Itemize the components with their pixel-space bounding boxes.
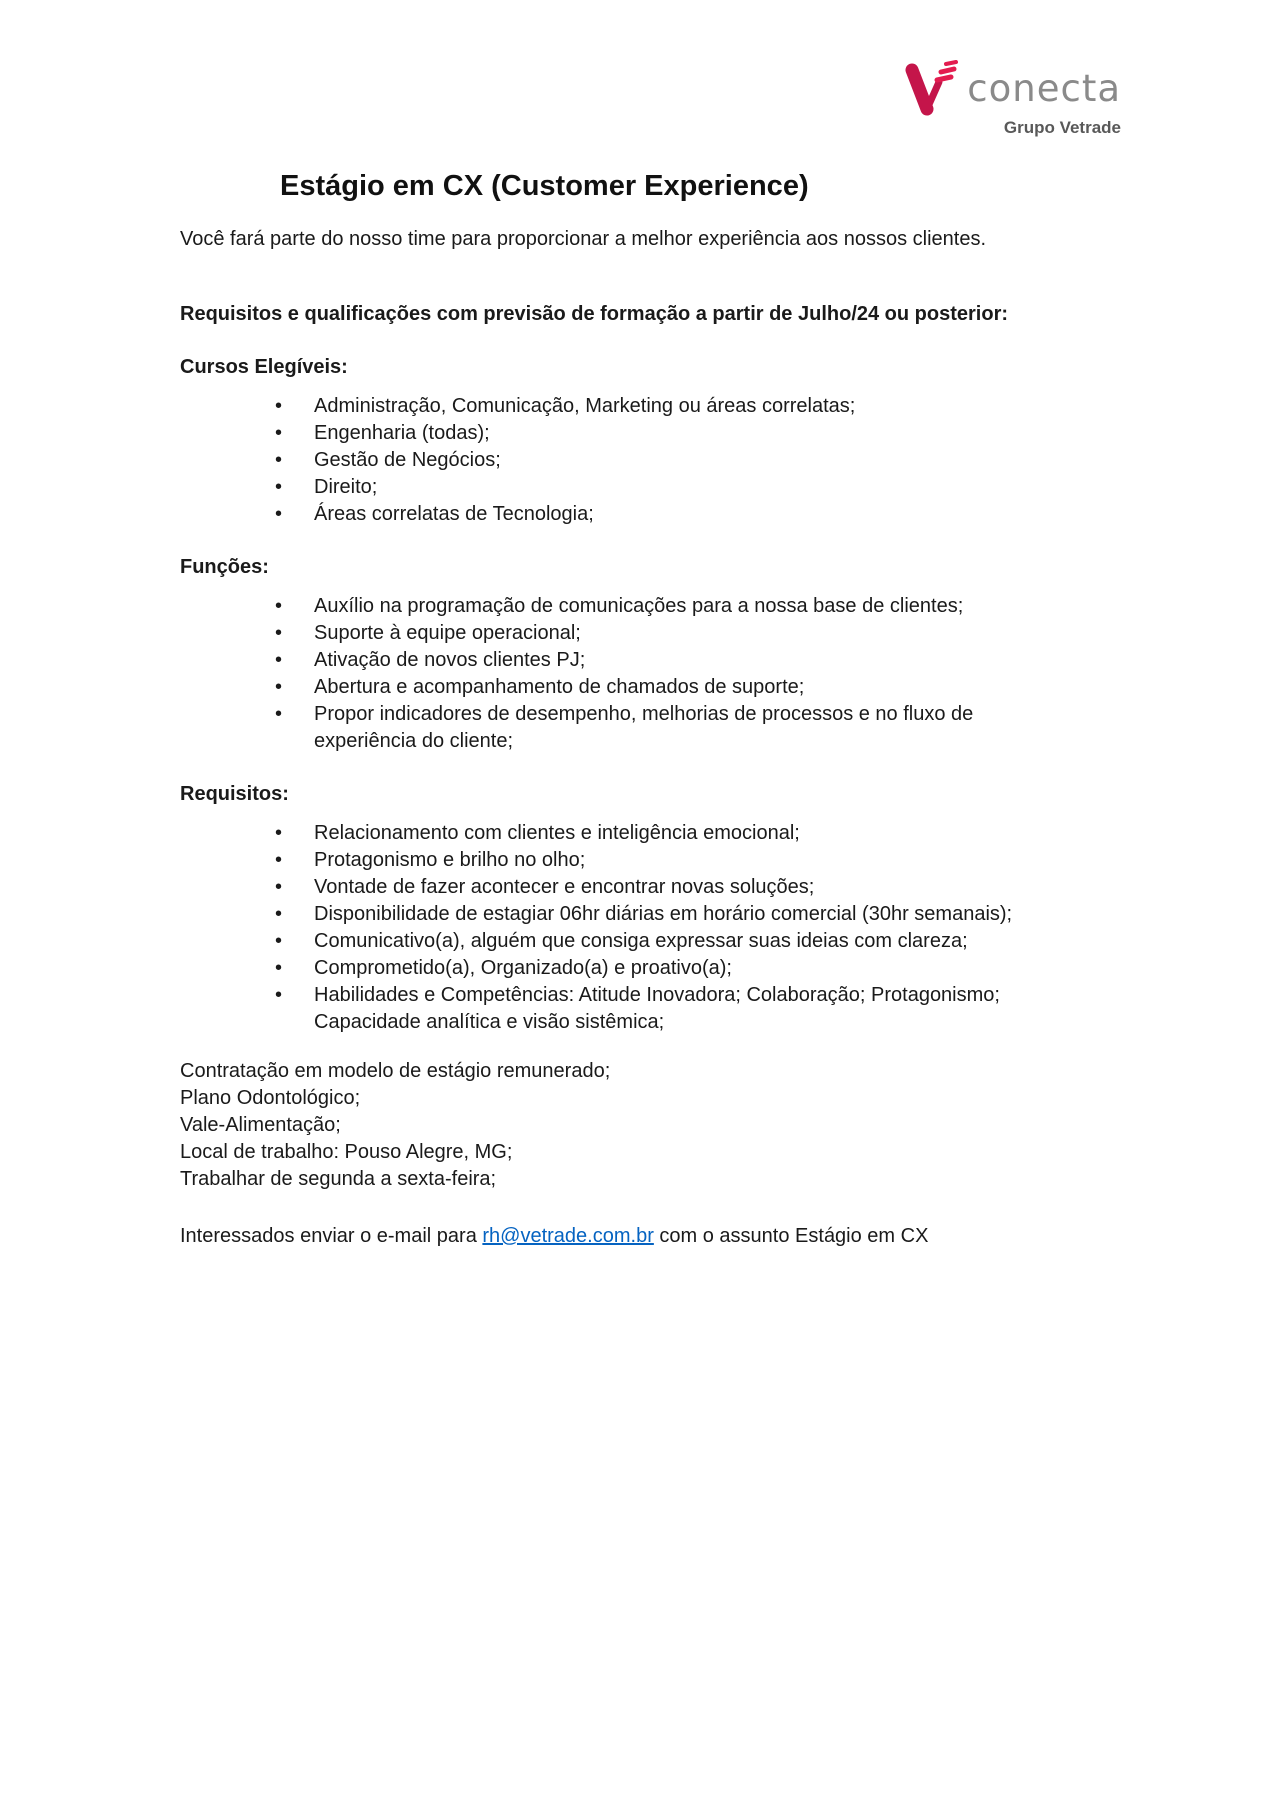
benefit-line: Contratação em modelo de estágio remunerado; <box>180 1060 611 1082</box>
list-item: • Administração, Comunicação, Marketing ou áreas correlatas; <box>314 393 1064 420</box>
logo-subtitle: Grupo Vetrade <box>1003 118 1121 137</box>
functions-list <box>180 593 1098 755</box>
list-item: • Comunicativo(a), alguém que consiga expressar suas ideias com clareza; <box>314 928 1064 955</box>
list-item: • Habilidades e Competências: Atitude Inovadora; Colaboração; Protagonismo; Capacidade analítica e visão sistêmica; <box>314 982 1064 1036</box>
list-item: • Gestão de Negócios; <box>314 447 1064 474</box>
benefit-line: Vale-Alimentação; <box>180 1114 341 1136</box>
contact-line <box>180 1223 1098 1250</box>
functions-heading: Funções: <box>180 556 269 578</box>
logo-brand-text: conecta <box>967 67 1121 110</box>
list-item: • Comprometido(a), Organizado(a) e proativo(a); <box>314 955 1064 982</box>
qualifications-heading: Requisitos e qualificações com previsão de formação a partir de Julho/24 ou posterior: <box>180 303 1009 325</box>
list-item: • Áreas correlatas de Tecnologia; <box>314 501 1064 528</box>
list-item: • Engenharia (todas); <box>314 420 1064 447</box>
list-item: • Suporte à equipe operacional; <box>314 620 1064 647</box>
list-item: • Disponibilidade de estagiar 06hr diárias em horário comercial (30hr semanais); <box>314 901 1064 928</box>
list-item: • Vontade de fazer acontecer e encontrar novas soluções; <box>314 874 1064 901</box>
list-item: • Direito; <box>314 474 1064 501</box>
email-link[interactable]: rh@vetrade.com.br <box>482 1225 654 1247</box>
list-item: • Abertura e acompanhamento de chamados de suporte; <box>314 674 1064 701</box>
benefit-line: Local de trabalho: Pouso Alegre, MG; <box>180 1141 513 1163</box>
list-item: • Ativação de novos clientes PJ; <box>314 647 1064 674</box>
benefit-line: Plano Odontológico; <box>180 1087 361 1109</box>
courses-heading: Cursos Elegíveis: <box>180 356 348 378</box>
list-item: • Protagonismo e brilho no olho; <box>314 847 1064 874</box>
intro-paragraph: Você fará parte do nosso time para proporcionar a melhor experiência aos nossos clientes. <box>180 228 987 250</box>
contact-text-after: com o assunto Estágio em CX <box>653 1225 929 1247</box>
company-logo <box>899 60 1121 138</box>
list-item: • Propor indicadores de desempenho, melhorias de processos e no fluxo de experiência do cliente; <box>314 701 1064 755</box>
vetrade-v-icon <box>899 60 961 118</box>
requirements-list <box>180 820 1098 1036</box>
requirements-heading: Requisitos: <box>180 783 289 805</box>
list-item: • Auxílio na programação de comunicações para a nossa base de clientes; <box>314 593 1064 620</box>
courses-list <box>180 393 1098 528</box>
benefits-lines <box>180 1058 1098 1193</box>
page-title: Estágio em CX (Customer Experience) <box>280 170 809 202</box>
list-item: • Relacionamento com clientes e inteligência emocional; <box>314 820 1064 847</box>
contact-text-before: Interessados enviar o e-mail para <box>180 1225 483 1247</box>
benefit-line: Trabalhar de segunda a sexta-feira; <box>180 1168 497 1190</box>
